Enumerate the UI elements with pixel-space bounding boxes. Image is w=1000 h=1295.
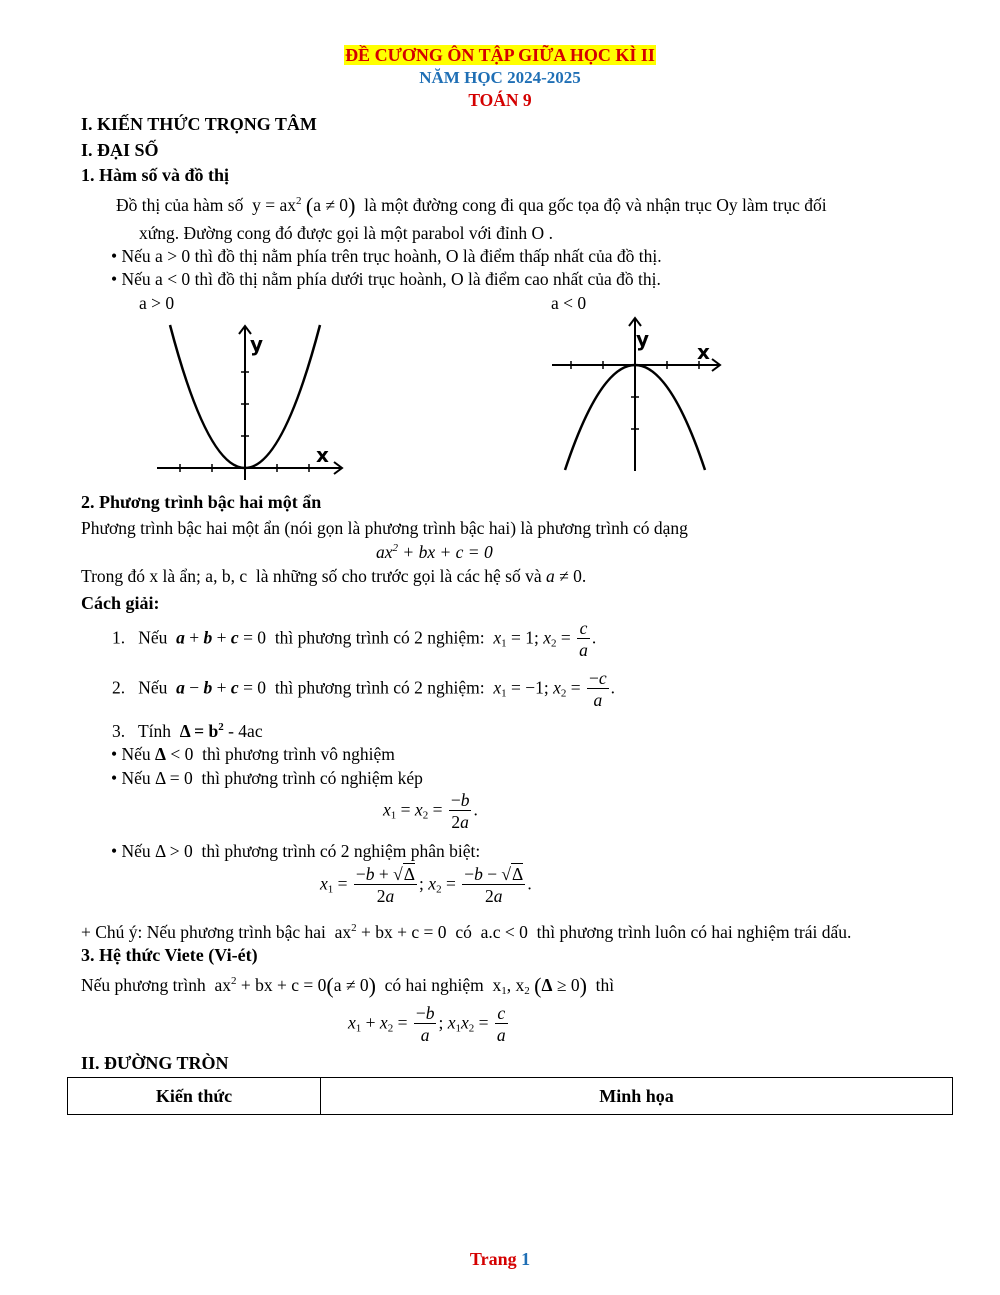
bullet-delta-negative: • Nếu Δ < 0 thì phương trình vô nghiệm bbox=[111, 744, 395, 764]
section-heading-algebra: I. ĐẠI SỐ bbox=[81, 140, 159, 160]
cach-giai-heading: Cách giải: bbox=[81, 593, 160, 613]
graph-parabola-upward bbox=[150, 318, 350, 486]
formula-standard-form: $ax^2$ + bx + c = 0 bbox=[376, 542, 493, 562]
subsection-ham-so: 1. Hàm số và đồ thị bbox=[81, 165, 230, 185]
school-year: NĂM HỌC 2024-2025 bbox=[419, 68, 581, 87]
step-1: 1. Nếu a + b + c = 0 thì phương trình có 2 nghiệm: $x_1 = 1$; $x_2$ = $\frac{c}{a}$ . bbox=[112, 618, 597, 660]
bullet-delta-zero: • Nếu Δ = 0 thì phương trình có nghiệm kép bbox=[111, 768, 423, 788]
page-number: 1 bbox=[521, 1249, 531, 1269]
y-axis-label: y bbox=[636, 327, 650, 351]
x-axis-label: x bbox=[316, 443, 329, 467]
ham-so-paragraph-line2: xứng. Đường cong đó được gọi là một parabol với đỉnh O . bbox=[139, 223, 553, 243]
graph-parabola-downward bbox=[548, 313, 728, 473]
note-opposite-signs: + Chú ý: Nếu phương trình bậc hai $ax^2$ + bx + c = 0 có a.c < 0 thì phương trình luôn có hai nghiệm trái dấu. bbox=[81, 922, 852, 942]
subsection-pt-bac-hai: 2. Phương trình bậc hai một ẩn bbox=[81, 492, 322, 512]
pt-bac-hai-coefficients: Trong đó x là ẩn; a, b, c là những số cho trước gọi là các hệ số và a ≠ 0. bbox=[81, 566, 587, 586]
step-3: 3. Tính $\Delta = b^2 - 4ac$ bbox=[112, 721, 263, 741]
bullet-a-positive: • Nếu a > 0 thì đồ thị nằm phía trên trục hoành, O là điểm thấp nhất của đồ thị. bbox=[111, 246, 662, 266]
page-footer bbox=[0, 1249, 1000, 1270]
page-label: Trang bbox=[469, 1249, 517, 1269]
doc-title: ĐỀ CƯƠNG ÔN TẬP GIỮA HỌC KÌ II bbox=[345, 45, 655, 65]
table-header-minh-hoa: Minh họa bbox=[321, 1078, 953, 1115]
formula-y-ax2: $y = ax^2$ (a ≠ 0) bbox=[247, 193, 356, 218]
formula-double-root: $x_1 = x_2$ = $\frac{-b}{2a}$ . bbox=[383, 790, 478, 832]
graph-label-a-positive: a > 0 bbox=[139, 293, 175, 313]
circle-table bbox=[67, 1077, 953, 1115]
table-header-kien-thuc: Kiến thức bbox=[68, 1078, 321, 1115]
x-axis-label: x bbox=[697, 340, 710, 364]
viete-condition: Nếu phương trình $ax^2$ + bx + c = 0(a ≠ 0) có hai nghiệm $x_1$, $x_2$ (Δ ≥ 0) thì bbox=[81, 973, 615, 998]
section-heading-1: I. KIẾN THỨC TRỌNG TÂM bbox=[81, 114, 317, 134]
graph-label-a-negative: a < 0 bbox=[551, 293, 587, 313]
formula-viete: $x_1 + x_2$ = $\frac{-b}{a}$ ; $x_1x_2$ = $\frac{c}{a}$ bbox=[348, 1003, 506, 1045]
formula-two-roots: $x_1$ = $\frac{-b + √\Delta}{2a}$ ; $x_2$ = $\frac{-b - √\Delta}{2a}$ . bbox=[320, 864, 532, 906]
y-axis-label: y bbox=[250, 332, 264, 356]
pt-bac-hai-intro: Phương trình bậc hai một ẩn (nói gọn là phương trình bậc hai) là phương trình có dạng bbox=[81, 518, 688, 538]
step-2: 2. Nếu a − b + c = 0 thì phương trình có 2 nghiệm: $x_1 = -1$; $x_2$ = $\frac{-c}{a}$ . bbox=[112, 668, 616, 710]
bullet-a-negative: • Nếu a < 0 thì đồ thị nằm phía dưới trục hoành, O là điểm cao nhất của đồ thị. bbox=[111, 269, 661, 289]
bullet-delta-positive: • Nếu Δ > 0 thì phương trình có 2 nghiệm phân biệt: bbox=[111, 841, 481, 861]
subsection-viete: 3. Hệ thức Viete (Vi-ét) bbox=[81, 945, 258, 965]
subject: TOÁN 9 bbox=[468, 90, 532, 110]
section-heading-circle: II. ĐƯỜNG TRÒN bbox=[81, 1053, 229, 1073]
ham-so-paragraph-line1: Đồ thị của hàm số $y = ax^2$ (a ≠ 0) là một đường cong đi qua gốc tọa độ và nhận trục Oy làm trục đối bbox=[116, 193, 827, 218]
